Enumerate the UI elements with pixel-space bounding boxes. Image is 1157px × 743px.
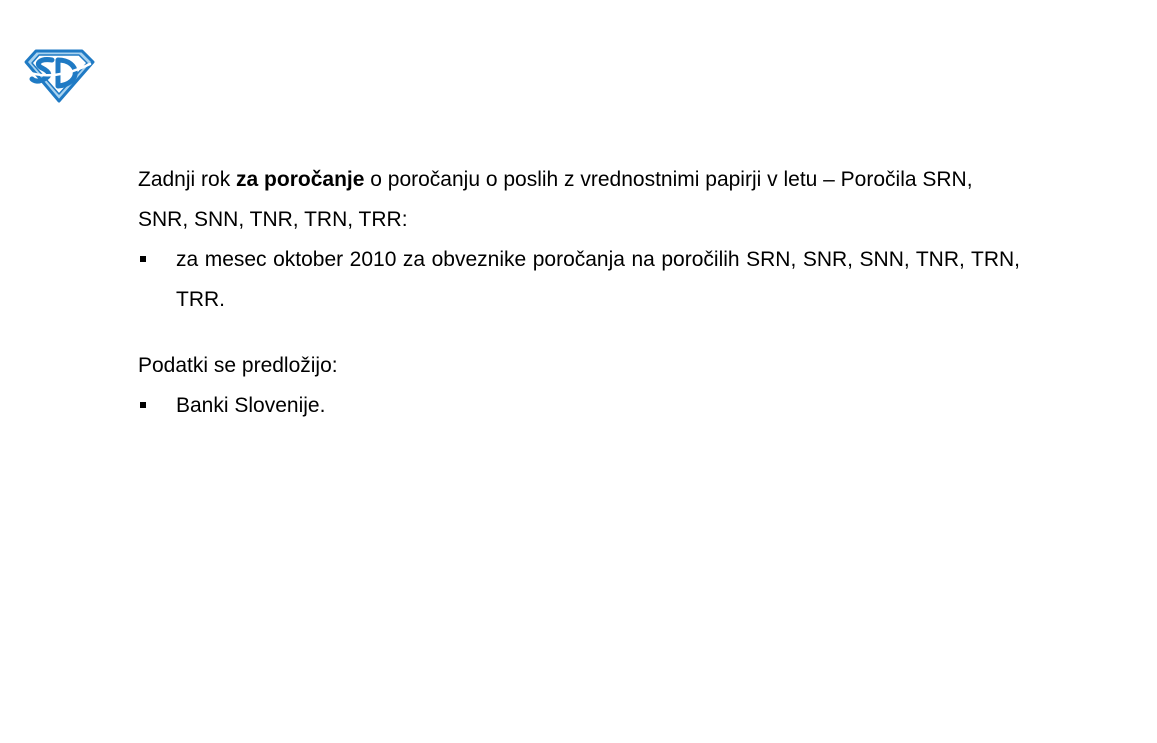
sd-diamond-logo-icon bbox=[22, 48, 96, 104]
square-bullet-icon bbox=[140, 240, 146, 280]
deadline-intro-part1: Zadnji rok bbox=[138, 168, 237, 191]
section-spacer bbox=[138, 320, 1020, 346]
deadline-intro-bold: za poročanje bbox=[236, 168, 365, 191]
deadline-intro-paragraph bbox=[138, 160, 1020, 240]
bullet-text: Banki Slovenije. bbox=[176, 394, 326, 417]
logo-text bbox=[22, 104, 23, 105]
list-item bbox=[138, 386, 1020, 426]
submission-intro-paragraph: Podatki se predložijo: bbox=[138, 354, 338, 377]
submission-bullet-list bbox=[138, 386, 1020, 426]
deadline-intro-part2: o poročanju o poslih z vrednostnimi papirji v letu – Poročila SRN, SNR, SNN, TNR, TRN, TRR: bbox=[138, 168, 973, 231]
deadline-bullet-list bbox=[138, 240, 1020, 320]
document-body bbox=[138, 160, 1020, 426]
list-item bbox=[138, 240, 1020, 320]
company-logo bbox=[22, 48, 96, 104]
bullet-text: za mesec oktober 2010 za obveznike poročanja na poročilih SRN, SNR, SNN, TNR, TRN, TRR. bbox=[176, 248, 1020, 311]
square-bullet-icon bbox=[140, 386, 146, 426]
